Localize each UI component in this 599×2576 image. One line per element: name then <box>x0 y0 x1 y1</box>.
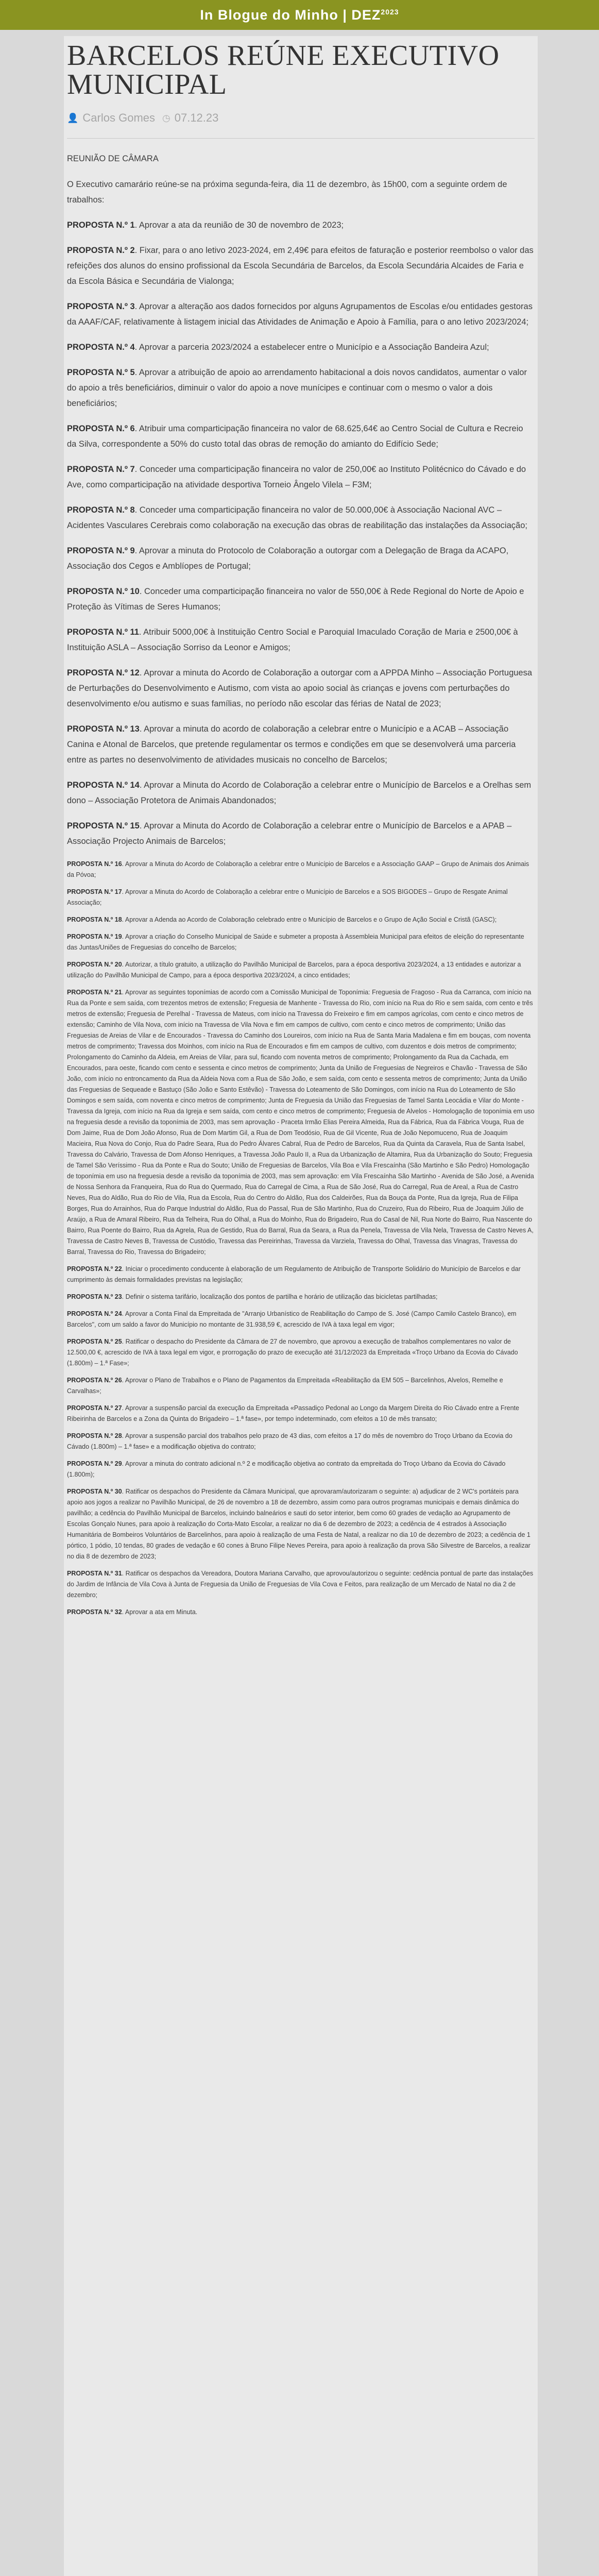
proposal-item <box>67 1375 535 1397</box>
proposal-label: PROPOSTA N.º 18 <box>67 916 122 923</box>
proposal-item <box>67 931 535 953</box>
post-date: 07.12.23 <box>174 111 219 124</box>
proposal-item <box>67 340 535 355</box>
proposal-label: PROPOSTA N.º 22 <box>67 1265 122 1273</box>
proposal-text: . Autorizar, a título gratuito, a utilização do Pavilhão Municipal de Barcelos, para a época desportiva 2023/2024, a 13 entidades e autorizar a utilização do Pavilhão Municipal de Campo, para a época desportiva 2023/2024, a cinco entidades; <box>67 961 521 979</box>
proposal-item <box>67 959 535 981</box>
proposal-label: PROPOSTA N.º 8 <box>67 505 135 515</box>
proposal-item <box>67 1486 535 1562</box>
intro-paragraph: O Executivo camarário reúne-se na próxima segunda-feira, dia 11 de dezembro, às 15h00, com a seguinte ordem de trabalhos: <box>67 180 507 205</box>
proposal-item <box>67 243 535 289</box>
proposal-item <box>67 777 535 808</box>
proposal-text: . Aprovar a Minuta do Acordo de Colaboração a celebrar entre o Município de Barcelos e a Orelhas sem dono – Associação Protetora de Animais Abandonados; <box>67 781 532 805</box>
proposal-text: . Aprovar a atribuição de apoio ao arrendamento habitacional a dois novos candidatos, aumentar o valor do apoio a três beneficiários, diminuir o valor do apoio a nove munícipes e continuar com o mesmo o valor a dois beneficiários; <box>67 368 527 408</box>
proposal-text: . Ratificar os despachos da Vereadora, Doutora Mariana Carvalho, que aprovou/autorizou o seguinte: cedência pontual de parte das instalações do Jardim de Infância de Vila Cova à Junta de Freguesia da União de Freguesias de Vila Cova e Feitos, para realização de um Mercado de Natal no dia 2 de dezembro; <box>67 1570 534 1599</box>
proposal-text: . Aprovar a minuta do contrato adicional n.º 2 e modificação objetiva ao contrato da empreitada do Troço Urbano da Ecovia do Cávado (1.800m); <box>67 1460 506 1478</box>
proposal-text: . Aprovar a alteração aos dados fornecidos por alguns Agrupamentos de Escolas e/ou entidades gestoras da AAAF/CAF, relativamente à listagem inicial das Atividades de Animação e Apoio à Família, para o ano letivo 2023/2024; <box>67 302 533 327</box>
section-heading: REUNIÃO DE CÂMARA <box>67 154 159 163</box>
proposal-text: . Conceder uma comparticipação financeira no valor de 250,00€ ao Instituto Politécnico do Cávado e do Ave, como comparticipação na atividade desportiva Torneio Ângelo Vilela – F3M; <box>67 465 526 489</box>
proposal-item <box>67 462 535 493</box>
proposal-item <box>67 818 535 849</box>
proposal-label: PROPOSTA N.º 5 <box>67 368 135 377</box>
proposal-item <box>67 421 535 452</box>
proposal-item <box>67 1607 535 1618</box>
proposal-label: PROPOSTA N.º 29 <box>67 1460 122 1467</box>
proposal-text: . Aprovar a suspensão parcial da execução da Empreitada «Passadiço Pedonal ao Longo da Margem Direita do Rio Cávado entre a Frente Ribeirinha de Barcelos e a Zona da Quinta do Brigadeiro – 1.ª fase», por tempo indeterminado, com efeitos a 10 de mês transato; <box>67 1404 519 1422</box>
proposal-label: PROPOSTA N.º 4 <box>67 343 135 352</box>
proposal-item <box>67 1336 535 1369</box>
proposal-text: . Atribuir uma comparticipação financeira no valor de 68.625,64€ ao Centro Social de Cultura e Recreio da Silva, correspondente a 50% do custo total das obras de remoção do amianto do Edifício Sede; <box>67 424 523 449</box>
proposal-label: PROPOSTA N.º 17 <box>67 888 122 895</box>
proposal-item <box>67 665 535 711</box>
proposal-label: PROPOSTA N.º 20 <box>67 961 122 968</box>
proposal-item <box>67 365 535 411</box>
proposal-item <box>67 887 535 908</box>
proposal-text: . Aprovar o Plano de Trabalhos e o Plano de Pagamentos da Empreitada «Reabilitação da EM 505 – Barcelinhos, Alvelos, Remelhe e Carvalhas»; <box>67 1377 503 1395</box>
proposal-item <box>67 914 535 925</box>
author-link[interactable]: Carlos Gomes <box>82 111 156 124</box>
proposal-label: PROPOSTA N.º 19 <box>67 933 122 940</box>
proposal-label: PROPOSTA N.º 31 <box>67 1570 122 1577</box>
clock-icon: ◷ <box>162 112 170 123</box>
proposal-label: PROPOSTA N.º 6 <box>67 424 135 433</box>
proposal-item <box>67 1459 535 1480</box>
proposal-label: PROPOSTA N.º 21 <box>67 989 122 996</box>
proposal-label: PROPOSTA N.º 32 <box>67 1608 122 1616</box>
proposal-text: . Fixar, para o ano letivo 2023-2024, em 2,49€ para efeitos de faturação e posterior reembolso o valor das refeições dos alunos do ensino profissional da Escola Secundária de Barcelos, da Escola Secundária Alcaides de Faria e da Escola Básica e Secundária de Vialonga; <box>67 246 534 286</box>
proposal-item <box>67 987 535 1258</box>
proposal-label: PROPOSTA N.º 12 <box>67 668 140 677</box>
proposal-label: PROPOSTA N.º 14 <box>67 781 140 790</box>
proposal-label: PROPOSTA N.º 11 <box>67 628 139 637</box>
proposal-text: . Atribuir 5000,00€ à Instituição Centro Social e Paroquial Imaculado Coração de Maria e 2500,00€ à Instituição ASLA – Associação Sorriso da Leonor e Amigos; <box>67 628 518 652</box>
user-icon: 👤 <box>67 112 79 123</box>
proposal-text: . Aprovar a minuta do Protocolo de Colaboração a outorgar com a Delegação de Braga da ACAPO, Associação dos Cegos e Amblíopes de Portugal; <box>67 546 509 571</box>
proposal-text: . Aprovar a minuta do Acordo de Colaboração a outorgar com a APPDA Minho – Associação Portuguesa de Perturbações do Desenvolvimento e Autismo, com vista ao apoio social às crianças e jovens com perturbações do desenvolvimento e/ou autismo e suas famílias, no período não escolar das férias de Natal de 2023; <box>67 668 533 708</box>
proposal-text: . Aprovar as seguintes toponímias de acordo com a Comissão Municipal de Toponímia: Freguesia de Fragoso - Rua da Carranca, com início na Rua da Ponte e sem saída, com trezentos metros de extensão; Freguesia de Manhente - Travessa do Rio, com início na Rua do Rio e sem saída, com cento e três metros de extensão; Freguesia de Perelhal - Travessa de Mateus, com início na Travessa do Freixeiro e fim em campos agrícolas, com cento e cinco metros de extensão; Caminho de Vila Nova, com início na Travessa de Vila Nova e fim em campos de cultivo, com cento e cinco metros de comprimento; União das Freguesias de Areias de Vilar e de Encourados - Travessa do Caminho dos Loureiros, com início na Rua de Santa Maria Madalena e fim em bouças, com noventa metros de comprimento; Travessa dos Moinhos, com início na Rua de Encourados e fim em campos de cultivo, com duzentos e dois metros de comprimento; Prolongamento do Caminho da Aldeia, em Areias de Vilar, para sul, ficando com noventa metros de comprimento; Prolongamento da Rua da Cachada, em Encourados, para oeste, ficando com cento e sessenta e cinco metros de comprimento; Junta da União de Freguesias de Negreiros e Chavão - Travessa de São João, com início no entroncamento da Rua da Aldeia Nova com a Rua de São João, e sem saída, com cento e sessenta metros de comprimento; Junta da União das Freguesias de Sequeade e Bastuço (São João e Santo Estêvão) - Travessa do Loteamento de São Domingos, com início na Rua do Loteamento de São Domingos e sem saída, com noventa e cinco metros de comprimento; Junta de Freguesia da União das Freguesias de Tamel Santa Leocádia e Vilar do Monte - Travessa da Igreja, com início na Rua da Igreja e sem saída, com cento e cinco metros de comprimento; Freguesia de Alvelos - Homologação de toponímia em uso na freguesia desde a revisão da toponímia de 2003, mas sem aprovação - Praceta Irmão Elias Pereira Almeida, Rua da Fábrica, Rua da Fábrica Vouga, Rua de Dom Jaime, Rua de Dom João Afonso, Rua de Dom Martim Gil, a Rua de Dom Teodósio, Rua de Gil Vicente, Rua de João Nepomuceno, Rua de Joaquim Macieira, Rua Nova do Conjo, Rua do Padre Seara, Rua do Pedro Álvares Cabral, Rua de Pedro de Barcelos, Rua da Quinta da Caravela, Rua de Santa Isabel, Travessa do Calvário, Travessa de Dom Afonso Henriques, a Travessa João Paulo II, a Rua da Urbanização de Altamira, Rua da Urbanização do Souto; Freguesia de Tamel São Veríssimo - Rua da Ponte e Rua do Souto; União de Freguesias de Barcelos, Vila Boa e Vila Frescaínha (São Martinho e São Pedro) Homologação de toponímia em uso na freguesia desde a revisão da toponímia de 2003, mas sem aprovação: em Vila Frescaínha São Martinho - Avenida de São José, a Avenida de Nossa Senhora da Franqueira, Rua do Rua do Quermado, Rua do Carregal de Cima, a Rua de São José, Rua do Carregal, Rua de Areal, a Rua de Castro Neves, Rua do Aldão, Rua do Rio de Vila, Rua da Escola, Rua do Centro do Aldão, Rua dos Caldeirões, Rua da Bouça da Ponte, Rua da Igreja, Rua de Filipa Borges, Rua do Arrainhos, Rua do Parque Industrial do Aldão, Rua do Passal, Rua de São Martinho, Rua do Cruzeiro, Rua do Ribeiro, Rua de Joaquim Júlio de Araújo, a Rua de Amaral Ribeiro, Rua da Telheira, Rua do Olhal, a Rua do Moinho, Rua do Brigadeiro, Rua do Casal de Nil, Rua Norte do Bairro, Rua Nascente do Bairro, Rua Poente do Bairro, Rua da Agrela, Rua de Gestido, Rua do Barral, Rua da Seara, a Rua da Penela, Travessa de Vila Nela, Travessa de Castro Neves A, Travessa de Castro Neves B, Travessa de Custódio, Travessa das Pereirinhas, Travessa da Varziela, Travessa do Olhal, Travessa das Vinagras, Travessa do Barral, Travessa do Rio, Travessa do Brigadeiro; <box>67 989 535 1256</box>
proposal-text: . Aprovar a Conta Final da Empreitada de "Arranjo Urbanístico de Reabilitação do Campo de S. José (Campo Camilo Castelo Branco), em Barcelos", com um saldo a favor do Município no montante de 31.938,59 €, acrescido de IVA à taxa legal em vigor; <box>67 1310 517 1328</box>
proposal-label: PROPOSTA N.º 1 <box>67 221 135 230</box>
proposal-label: PROPOSTA N.º 27 <box>67 1404 122 1412</box>
proposal-item <box>67 624 535 655</box>
proposal-label: PROPOSTA N.º 25 <box>67 1338 122 1345</box>
proposal-text: . Aprovar a Adenda ao Acordo de Colaboração celebrado entre o Município de Barcelos e o Grupo de Ação Social e Cristã (GASC); <box>122 916 497 923</box>
proposal-text: . Aprovar a criação do Conselho Municipal de Saúde e submeter a proposta à Assembleia Municipal para efeitos de eleição do representante das Juntas/Uniões de Freguesias do concelho de Barcelos; <box>67 933 524 951</box>
proposal-item <box>67 1292 535 1302</box>
post-meta <box>67 111 535 125</box>
proposal-label: PROPOSTA N.º 13 <box>67 724 140 734</box>
proposal-text: . Aprovar a parceria 2023/2024 a estabelecer entre o Município e a Associação Bandeira Azul; <box>134 343 489 352</box>
proposal-item <box>67 721 535 768</box>
article <box>64 36 538 2576</box>
proposal-item <box>67 584 535 615</box>
proposal-text: . Conceder uma comparticipação financeira no valor de 550,00€ à Rede Regional do Norte de Apoio e Proteção às Vítimas de Seres Humanos; <box>67 587 524 612</box>
banner-text <box>200 7 399 23</box>
proposal-label: PROPOSTA N.º 15 <box>67 821 140 831</box>
proposal-label: PROPOSTA N.º 28 <box>67 1432 122 1439</box>
proposal-text: . Aprovar a suspensão parcial dos trabalhos pelo prazo de 43 dias, com efeitos a 17 do mês de novembro do Troço Urbano da Ecovia do Cávado (1.800m) – 1.ª fase» e a modificação objetiva do contrato; <box>67 1432 512 1450</box>
proposal-item <box>67 299 535 330</box>
proposal-item <box>67 1403 535 1425</box>
divider <box>67 138 535 139</box>
proposal-text: . Aprovar a ata em Minuta. <box>122 1608 198 1616</box>
proposal-item <box>67 1431 535 1452</box>
proposal-item <box>67 217 535 233</box>
proposal-label: PROPOSTA N.º 9 <box>67 546 135 555</box>
proposal-item <box>67 1568 535 1601</box>
proposal-label: PROPOSTA N.º 10 <box>67 587 140 596</box>
page-title: BARCELOS REÚNE EXECUTIVO MUNICIPAL <box>67 40 500 100</box>
banner-year: 2023 <box>381 7 399 16</box>
proposal-text: . Conceder uma comparticipação financeira no valor de 50.000,00€ à Associação Nacional AVC – Acidentes Vasculares Cerebrais como colaboração na execução das obras de reabilitação das instalações da Associação; <box>67 505 527 530</box>
proposal-item <box>67 1309 535 1330</box>
proposal-label: PROPOSTA N.º 30 <box>67 1488 122 1495</box>
article-body <box>67 151 535 1618</box>
proposal-item <box>67 859 535 880</box>
proposal-text: . Iniciar o procedimento conducente à elaboração de um Regulamento de Atribuição de Transporte Solidário do Município de Barcelos e dar cumprimento às demais formalidades previstas na legislação; <box>67 1265 521 1283</box>
proposal-item <box>67 502 535 533</box>
proposal-label: PROPOSTA N.º 7 <box>67 465 135 474</box>
proposal-label: PROPOSTA N.º 16 <box>67 860 122 868</box>
proposal-label: PROPOSTA N.º 23 <box>67 1293 122 1300</box>
proposal-text: . Aprovar a Minuta do Acordo de Colaboração a celebrar entre o Município de Barcelos e a APAB – Associação Projecto Animais de Barcelos; <box>67 821 512 846</box>
banner-label: In Blogue do Minho | DEZ <box>200 7 381 23</box>
proposal-label: PROPOSTA N.º 3 <box>67 302 135 311</box>
proposal-label: PROPOSTA N.º 24 <box>67 1310 122 1317</box>
proposal-text: . Aprovar a Minuta do Acordo de Colaboração a celebrar entre o Município de Barcelos e a SOS BIGODES – Grupo de Resgate Animal Associação; <box>67 888 508 906</box>
proposal-text: . Ratificar os despachos do Presidente da Câmara Municipal, que aprovaram/autorizaram o seguinte: a) adjudicar de 2 WC's portáteis para apoio aos jogos a realizar no Pavilhão Municipal, de 26 de novembro a 18 de dezembro, assim como para outros programas municipais e demais dinâmica do pavilhão; a cedência do Pavilhão Municipal de Barcelos, incluindo balneários e sauti do setor interior, bem como 60 grades de vedação ao Agrupamento de Escolas Gonçalo Nunes, para apoio à realização do Corta-Mato Escolar, a realizar no dia 6 de dezembro de 2023; a cedência de 4 estrados à Associação Humanitária de Bombeiros Voluntários de Barcelinhos, para apoio à realização de uma Festa de Natal, a realizar no dia 10 de dezembro de 2023; a cedência de 1 pórtico, 1 pódio, 10 tendas, 80 grades de vedação e 60 cones à Bruno Filipe Neves Pereira, para apoio à realização da prova São Silvestre de Barcelos, a realizar no dia 8 de dezembro de 2023; <box>67 1488 530 1560</box>
proposal-item <box>67 543 535 574</box>
proposal-text: . Ratificar o despacho do Presidente da Câmara de 27 de novembro, que aprovou a execução de trabalhos complementares no valor de 12.500,00 €, acrescido de IVA à taxa legal em vigor, e prorrogação do prazo de execução até 31/12/2023 da Empreitada «Troço Urbano da Ecovia do Cávado (1.800m) – 1.ª Fase»; <box>67 1338 518 1367</box>
proposal-label: PROPOSTA N.º 2 <box>67 246 135 255</box>
proposal-text: . Aprovar a Minuta do Acordo de Colaboração a celebrar entre o Município de Barcelos e a Associação GAAP – Grupo de Animais dos Animais da Póvoa; <box>67 860 529 878</box>
proposal-label: PROPOSTA N.º 26 <box>67 1377 122 1384</box>
proposal-text: . Aprovar a minuta do acordo de colaboração a celebrar entre o Município e a ACAB – Associação Canina e Atonal de Barcelos, que pretende regulamentar os termos e condições em que se desenvolverá uma parceria entre as partes no desenvolvimento de atividades musicais no concelho de Barcelos; <box>67 724 516 765</box>
proposal-item <box>67 1264 535 1285</box>
proposal-text: . Aprovar a ata da reunião de 30 de novembro de 2023; <box>134 221 344 230</box>
top-banner <box>0 0 599 30</box>
proposal-text: . Definir o sistema tarifário, localização dos pontos de partilha e horário de utilização das bicicletas partilhadas; <box>122 1293 438 1300</box>
